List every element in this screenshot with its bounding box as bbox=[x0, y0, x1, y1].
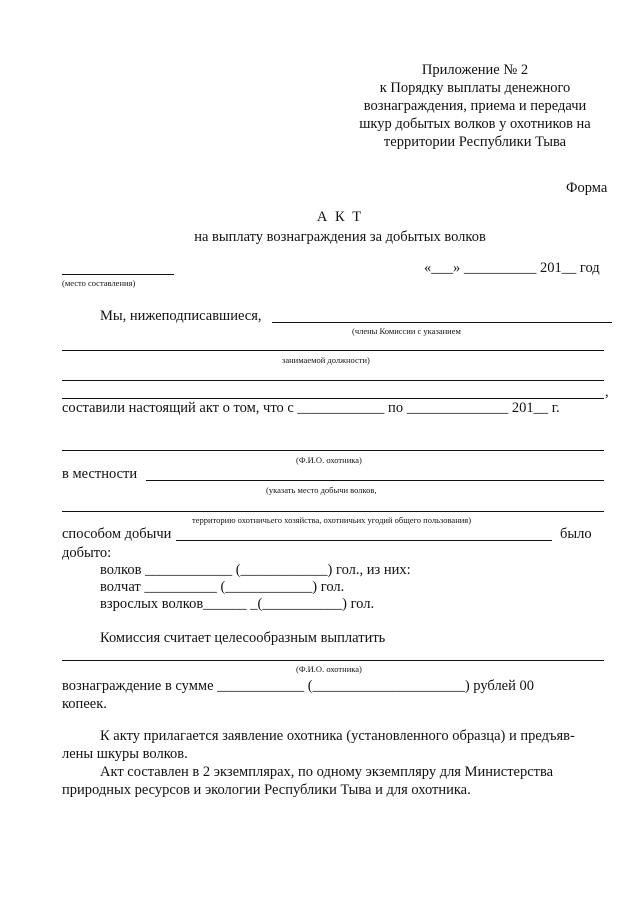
hunter-caption: (Ф.И.О. охотника) bbox=[296, 455, 362, 465]
members-line-2[interactable] bbox=[62, 350, 604, 351]
adults-row[interactable]: взрослых волков______ _(___________) гол. bbox=[100, 596, 375, 612]
trailing-comma: , bbox=[605, 384, 609, 400]
cubs-row[interactable]: волчат __________ (____________) гол. bbox=[100, 579, 345, 595]
in-area-label: в местности bbox=[62, 466, 138, 482]
copies-line-2: природных ресурсов и экологии Республики Тыва и для охотника. bbox=[62, 782, 471, 798]
members-line-1[interactable] bbox=[272, 322, 612, 323]
members-line-3[interactable] bbox=[62, 380, 604, 381]
copies-line-1: Акт составлен в 2 экземплярах, по одному экземпляру для Министерства bbox=[100, 764, 554, 780]
area-line-1[interactable] bbox=[146, 480, 604, 481]
members-caption: (члены Комиссии с указанием bbox=[352, 326, 461, 336]
appendix-line-4: шкур добытых волков у охотников на bbox=[359, 116, 591, 132]
date-field[interactable]: «___» __________ 201__ год bbox=[424, 260, 600, 276]
area-line-2[interactable] bbox=[62, 511, 604, 512]
hunter-name-line-2[interactable] bbox=[62, 660, 604, 661]
area-caption: (указать место добычи волков, bbox=[266, 485, 377, 495]
place-caption: (место составления) bbox=[62, 278, 136, 288]
composed-text[interactable]: составили настоящий акт о том, что с ____________ по ______________ 201__ г. bbox=[62, 400, 560, 416]
method-line[interactable] bbox=[176, 540, 552, 541]
document-subtitle: на выплату вознаграждения за добытых волков bbox=[194, 229, 486, 245]
we-signed-label: Мы, нижеподписавшиеся, bbox=[100, 308, 262, 324]
appendix-line-2: к Порядку выплаты денежного bbox=[379, 80, 571, 96]
appendix-line-5: территории Республики Тыва bbox=[383, 134, 567, 150]
attached-line-2: лены шкуры волков. bbox=[62, 746, 188, 762]
method-label: способом добычи bbox=[62, 526, 172, 542]
wolves-row[interactable]: волков ____________ (____________) гол., из них: bbox=[100, 562, 411, 578]
document-title: А К Т bbox=[316, 209, 364, 225]
members-line-4[interactable] bbox=[62, 398, 604, 399]
territory-caption: территорию охотничьего хозяйства, охотничьих угодий общего пользования) bbox=[192, 515, 472, 525]
was-label: было bbox=[560, 526, 592, 542]
position-caption: занимаемой должности) bbox=[282, 355, 370, 365]
appendix-line-1: Приложение № 2 bbox=[421, 62, 529, 78]
hunter-caption-2: (Ф.И.О. охотника) bbox=[296, 664, 362, 674]
hunter-name-line[interactable] bbox=[62, 450, 604, 451]
attached-line-1: К акту прилагается заявление охотника (установленного образца) и предъяв- bbox=[100, 728, 575, 744]
taken-label: добыто: bbox=[62, 545, 112, 561]
commission-text: Комиссия считает целесообразным выплатить bbox=[100, 630, 386, 646]
appendix-line-3: вознаграждения, приема и передачи bbox=[363, 98, 587, 114]
place-line[interactable] bbox=[62, 274, 174, 275]
reward-text[interactable]: вознаграждение в сумме ____________ (_____________________) рублей 00 bbox=[62, 678, 535, 694]
form-label: Форма bbox=[566, 180, 608, 196]
kopeks-label: копеек. bbox=[62, 696, 107, 712]
